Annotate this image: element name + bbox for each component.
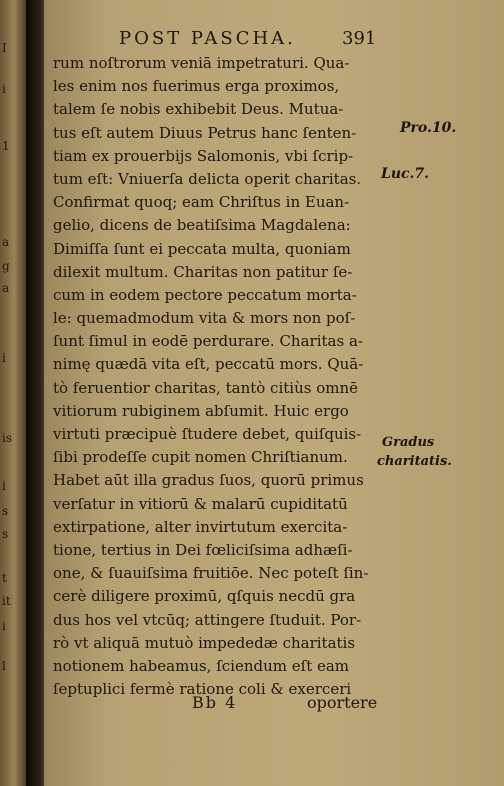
margin-note-charitatis: charitatis. xyxy=(377,454,452,469)
prev-page-fragment: 1 xyxy=(2,139,10,153)
text-line: nimę quædā vita eſt, peccatū mors. Quā- xyxy=(53,355,364,374)
text-line: Habet aūt illa gradus ſuos, quorū primus xyxy=(53,471,364,490)
prev-page-fragment: a xyxy=(2,235,10,249)
prev-page-fragment: g xyxy=(2,259,10,273)
text-line: gelio, dicens de beatiſsima Magdalena: xyxy=(53,216,351,235)
text-line: rò vt aliquā mutuò impededæ charitatis xyxy=(53,633,356,652)
text-line: Dimiſſa ſunt ei peccata multa, quoniam xyxy=(53,239,351,258)
prev-page-fragment: it xyxy=(2,594,11,608)
prev-page-fragment: i xyxy=(2,82,6,96)
text-line: tò feruentior charitas, tantò citiùs omnē xyxy=(53,378,358,397)
text-line: talem ſe nobis exhibebit Deus. Mutua- xyxy=(53,100,344,119)
text-line: extirpatione, alter invirtutum exercita- xyxy=(53,517,348,536)
text-line: ſibi prodeſſe cupit nomen Chriſtianum. xyxy=(53,448,348,467)
text-line: tum eſt: Vniuerſa delicta operit charitas. xyxy=(53,169,362,188)
prev-page-fragment: a xyxy=(2,281,10,295)
text-line: virtuti præcipuè ſtudere debet, quiſquis- xyxy=(53,425,362,443)
book-page xyxy=(44,0,504,786)
prev-page-fragment: t xyxy=(2,571,7,585)
text-line: le: quemadmodum vita & mors non poſ- xyxy=(53,309,356,328)
text-line: ſunt ſimul in eodē perdurare. Charitas a- xyxy=(53,332,363,351)
text-line: cum in eodem pectore peccatum morta- xyxy=(53,285,357,304)
previous-page-edge xyxy=(0,0,26,786)
text-line: one, & ſuauiſsima fruitiōe. Nec poteſt ſin- xyxy=(53,564,369,583)
text-line: dus hos vel vtcūq; attingere ſtuduit. Por- xyxy=(53,610,362,629)
prev-page-fragment: s xyxy=(2,527,9,541)
prev-page-fragment: is xyxy=(2,431,12,445)
text-line: cerè diligere proximū, qſquis necdū gra xyxy=(53,587,356,606)
text-line: tione, tertius in Dei fœliciſsima adhæſi- xyxy=(53,540,353,559)
text-line: notionem habeamus, ſciendum eſt eam xyxy=(53,656,350,675)
catchword: oportere xyxy=(307,693,378,712)
prev-page-fragment: s xyxy=(2,504,9,518)
text-line: les enim nos fuerimus erga proximos, xyxy=(53,77,340,96)
text-line: tus eſt autem Diuus Petrus hanc ſenten- xyxy=(53,123,357,142)
text-line: vitiorum rubiginem abſumit. Huic ergo xyxy=(53,401,349,420)
prev-page-fragment: i xyxy=(2,351,6,365)
prev-page-fragment: i xyxy=(2,619,6,633)
text-line: dilexit multum. Charitas non patitur ſe- xyxy=(53,262,353,281)
prev-page-fragment: l xyxy=(2,659,6,673)
text-line: rum noſtrorum veniā impetraturi. Qua- xyxy=(53,54,350,72)
signature-mark: Bb 4 xyxy=(192,693,238,712)
page-number: 391 xyxy=(342,28,377,49)
margin-note-proverbs: Pro.10. xyxy=(400,120,457,136)
prev-page-fragment: I xyxy=(2,41,7,55)
margin-note-gradus: Gradus xyxy=(382,435,435,450)
text-line: ſeptuplici fermè ratione coli & exerceri xyxy=(53,680,352,699)
text-line: verſatur in vitiorū & malarū cupiditatū xyxy=(53,494,348,513)
prev-page-fragment: i xyxy=(2,479,6,493)
margin-note-luke: Luc.7. xyxy=(381,166,430,182)
body-text xyxy=(53,52,383,701)
running-head: POST PASCHA. xyxy=(119,28,296,49)
text-line: Confirmat quoq; eam Chriſtus in Euan- xyxy=(53,193,350,212)
text-line: tiam ex prouerbijs Salomonis, vbi ſcrip- xyxy=(53,146,354,165)
